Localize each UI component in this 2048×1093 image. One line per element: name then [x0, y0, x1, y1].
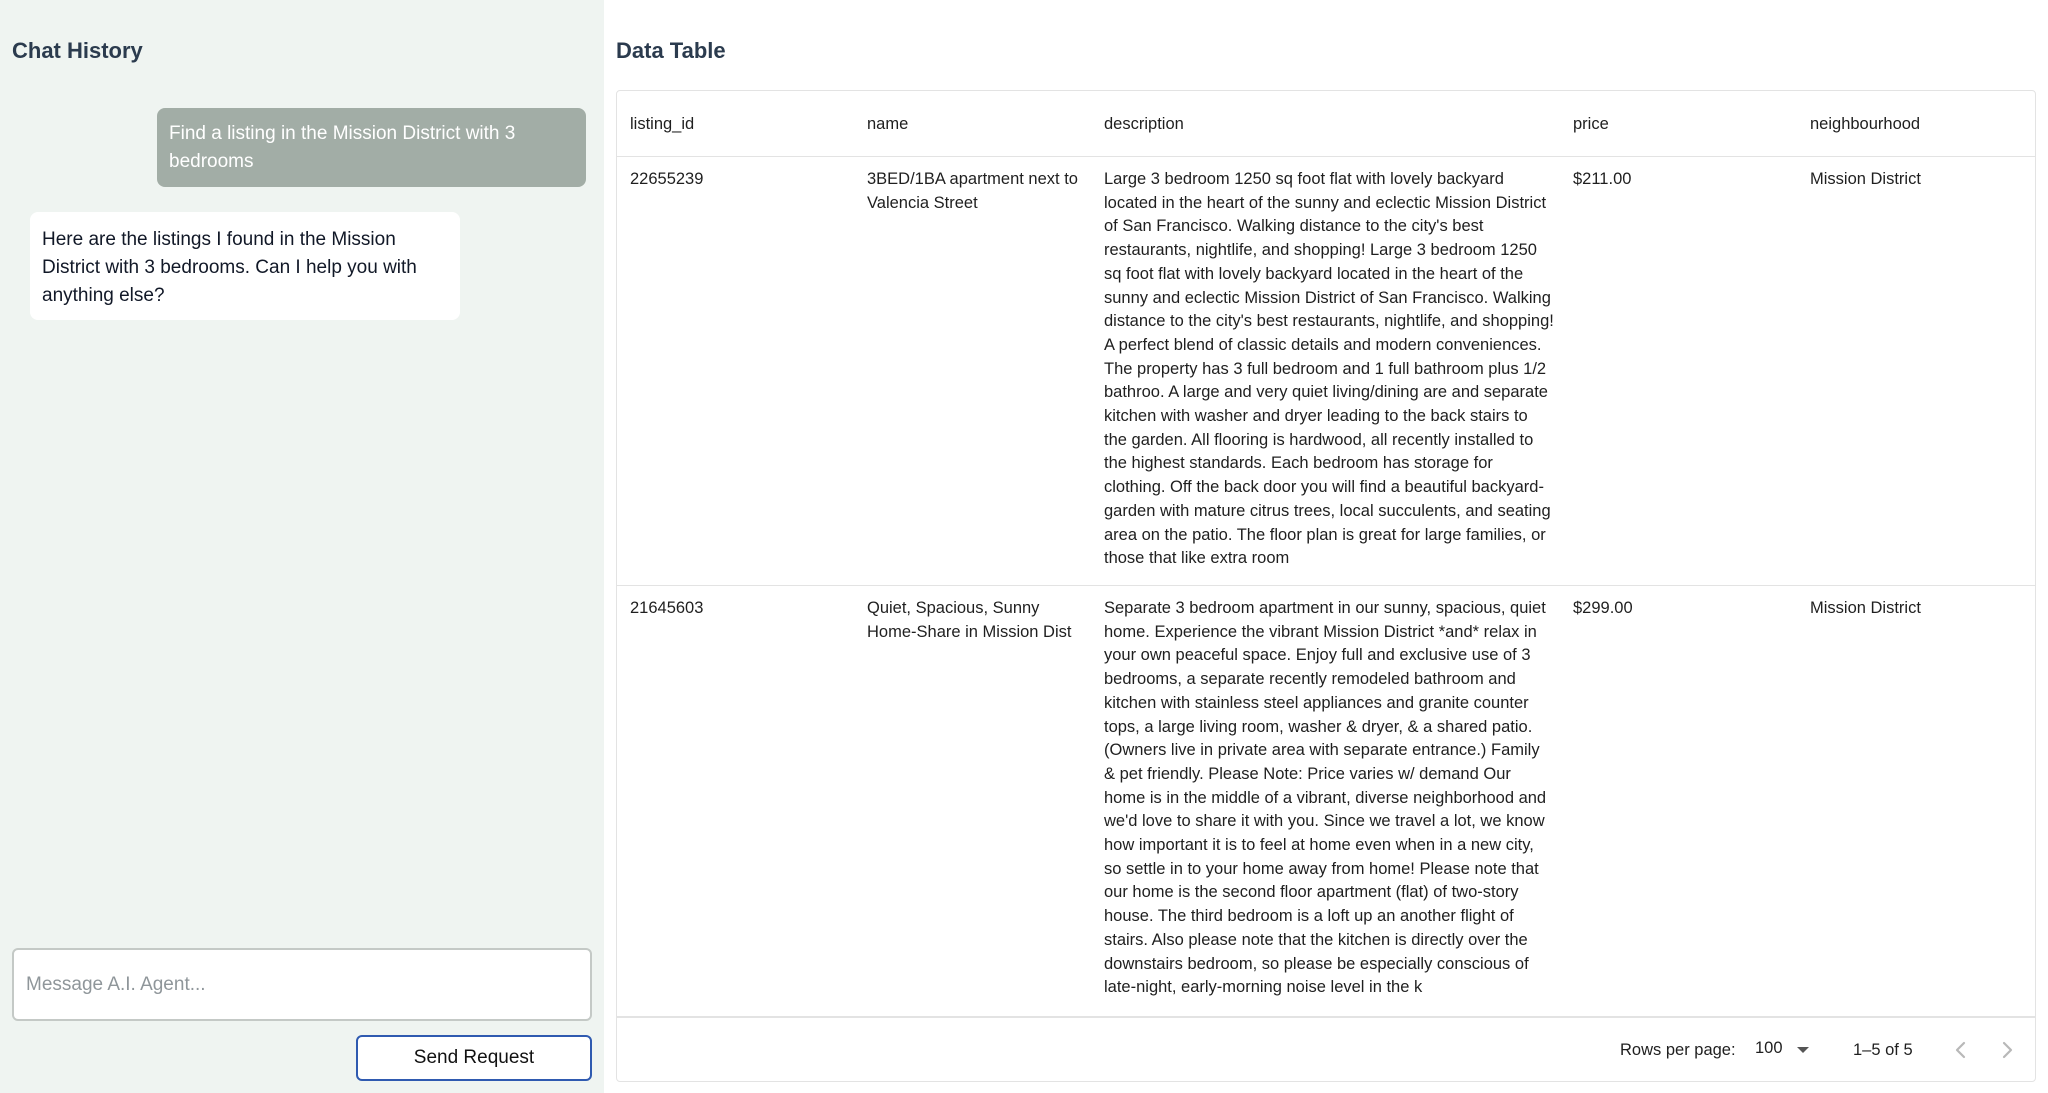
cell-neighbourhood: Mission District [1810, 599, 1921, 617]
table-header-row [617, 91, 2036, 157]
chevron-right-icon [1993, 1036, 2021, 1064]
next-page-button[interactable] [1993, 1036, 2021, 1064]
table-row[interactable] [617, 158, 2036, 586]
column-header-description[interactable]: description [1104, 115, 1184, 133]
cell-listing-id: 22655239 [630, 170, 704, 188]
agent-message-bubble: Here are the listings I found in the Mission District with 3 bedrooms. Can I help you with anything else? [30, 212, 460, 320]
cell-neighbourhood: Mission District [1810, 170, 1921, 188]
rows-per-page-select[interactable] [1755, 1039, 1813, 1063]
table-body[interactable] [617, 91, 2036, 1017]
column-header-name[interactable]: name [867, 115, 909, 133]
cell-price: $211.00 [1573, 170, 1632, 188]
previous-page-button[interactable] [1947, 1036, 1975, 1064]
table-row[interactable] [617, 587, 2036, 1017]
chat-sidebar [0, 0, 604, 1093]
cell-name: Quiet, Spacious, Sunny Home-Share in Mission Dist [867, 599, 1072, 641]
data-table-title: Data Table [616, 38, 726, 63]
user-message-bubble: Find a listing in the Mission District with 3 bedrooms [157, 108, 586, 187]
message-input[interactable] [12, 948, 592, 1021]
column-header-price[interactable]: price [1573, 115, 1609, 133]
cell-name: 3BED/1BA apartment next to Valencia Street [867, 170, 1078, 212]
cell-listing-id: 21645603 [630, 599, 704, 617]
chat-history-title: Chat History [12, 38, 143, 63]
pagination-range: 1–5 of 5 [1853, 1041, 1913, 1059]
rows-per-page-label: Rows per page: [1620, 1041, 1736, 1059]
rows-per-page-value: 100 [1755, 1039, 1783, 1057]
send-request-button[interactable]: Send Request [356, 1035, 592, 1081]
table-pagination [617, 1017, 2036, 1082]
chevron-left-icon [1947, 1036, 1975, 1064]
cell-price: $299.00 [1573, 599, 1633, 617]
cell-description: Large 3 bedroom 1250 sq foot flat with lovely backyard located in the heart of the sunny and eclectic Mission District of San Francisco. Walking distance to the city's best restaurants, nightlife, and shopping! Large 3 bedroom 1250 sq foot flat with lovely backyard located in the heart of the sunny and eclectic Mission District of San Francisco. Walking distance to the city's best restaurants, nightlife, and shopping! A perfect blend of classic details and modern conveniences. The property has 3 full bedroom and 1 full bathroom plus 1/2 bathroo. A large and very quiet living/dining are and separate kitchen with washer and dryer leading to the back stairs to the garden. All flooring is hardwood, all recently installed to the highest standards. Each bedroom has storage for clothing. Off the back door you will find a beautiful backyard-garden with mature citrus trees, local succulents, and seating area on the patio. The floor plan is great for large families, or those that like extra room [1104, 170, 1554, 568]
data-table [616, 90, 2036, 1082]
column-header-listing-id[interactable]: listing_id [630, 115, 695, 133]
caret-down-icon [1797, 1047, 1809, 1053]
column-header-neighbourhood[interactable]: neighbourhood [1810, 115, 1921, 133]
cell-description: Separate 3 bedroom apartment in our sunny, spacious, quiet home. Experience the vibrant Mission District *and* relax in your own peaceful space. Enjoy full and exclusive use of 3 bedrooms, a separate recently remodeled bathroom and kitchen with stainless steel appliances and granite counter tops, a large living room, washer & dryer, & a shared patio. (Owners live in private area with separate entrance.) Family & pet friendly. Please Note: Price varies w/ demand Our home is in the middle of a vibrant, diverse neighborhood and we'd love to share it with you. Since we travel a lot, we know how important it is to feel at home even when in a new city, so settle in to your home away from home! Please note that our home is the second floor apartment (flat) of two-story house. The third bedroom is a loft up an another flight of stairs. Also please note that the kitchen is directly over the downstairs bedroom, so please be especially conscious of late-night, early-morning noise level in the k [1104, 599, 1547, 997]
